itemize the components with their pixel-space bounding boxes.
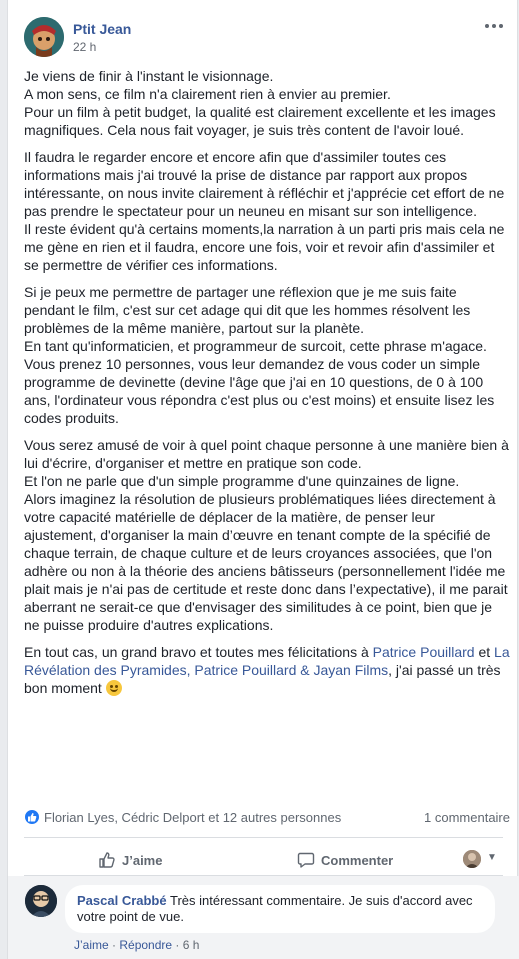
viewer-avatar[interactable] [463,850,481,868]
post-paragraph [24,436,510,634]
post-line: Vous prenez 10 personnes, vous leur demandez de vous coder un simple programme de devinette (devine l'âge que j'ai en 10 questions, de 0 à 100 ans, l'ordinateur vous répondra c'est plus ou c'est moins) et ensuite lisez les codes produits. [24,356,495,426]
comment-count[interactable]: 1 commentaire [424,810,510,825]
mention-page-link[interactable]: La Révélation des Pyramides, Patrice Pouillard & Jayan Films [24,644,510,678]
mention-patrice-pouillard[interactable]: Patrice Pouillard [372,644,475,660]
comment-timestamp[interactable]: 6 h [182,938,200,952]
post-line: Il reste évident qu'à certains moments,la narration à un parti pris mais cela ne me gène en rien et il faudra, encore une fois, voir et revoir afin d'assimiler et se permettre de vérifier ces informations. [24,221,505,273]
comment-text: Très intéressant commentaire. Je suis d'accord avec votre point de vue. [77,893,473,924]
post-line: Si je peux me permettre de partager une réflexion que je me suis faite pendant le film, c'est sur cet adage qui dit que les hommes résolvent les problèmes de la même manière, partout sur la planète. [24,284,471,336]
comments-section [8,876,519,959]
more-options-icon[interactable] [483,14,505,36]
like-button-label: J’aime [122,852,163,868]
reactors-list[interactable]: Florian Lyes, Cédric Delport et 12 autres personnes [44,810,342,825]
post-card [7,0,518,959]
meta-separator: · [172,938,183,952]
commenter-name[interactable]: Pascal Crabbé [77,893,167,908]
comment-button-label: Commenter [321,852,394,868]
comment-reply-link[interactable]: Répondre [119,938,173,952]
post-line: Je viens de finir à l'instant le visionnage. [24,68,274,84]
post-line: Et l'on ne parle que d'un simple programme d'une quinzaines de ligne. [24,473,460,489]
closing-text: et [474,644,495,660]
post-text [24,67,510,706]
commenter-avatar[interactable] [25,885,57,917]
comment-icon [297,851,315,869]
post-paragraph [24,148,510,274]
reactions-summary [24,808,510,828]
divider [24,837,503,838]
like-reaction-icon [24,809,40,825]
comment-like-link[interactable]: J’aime [74,938,109,952]
closing-text: En tout cas, un grand bravo et toutes mes félicitations à [24,644,373,660]
comment-button[interactable] [297,846,393,874]
chevron-down-icon[interactable]: ▼ [487,852,497,863]
like-button[interactable] [98,846,162,874]
post-timestamp[interactable]: 22 h [73,40,97,54]
post-paragraph [24,283,510,427]
post-paragraph [24,67,510,139]
post-line: Vous serez amusé de voir à quel point chaque personne à une manière bien à lui d'écrire, d'organiser et mettre en pratique son code. [24,437,509,471]
comment-bubble [65,885,495,933]
author-avatar[interactable] [24,17,64,57]
thumbs-up-icon [98,851,116,869]
post-line: A mon sens, ce film n'a clairement rien à envier au premier. [24,86,391,102]
smiley-emoji-icon [106,680,122,696]
post-line: Pour un film à petit budget, la qualité est clairement excellente et les images magnifiques. Cela nous fait voyager, je suis très content de l'avoir loué. [24,104,496,138]
meta-separator: · [108,938,120,952]
post-author[interactable]: Ptit Jean [73,21,132,37]
comment-meta [74,938,199,952]
post-line: Il faudra le regarder encore et encore afin que d'assimiler toutes ces informations mais j'ai trouvé la prise de distance par rapport aux propos intéressante, on nous invite clairement à réfléchir et j'apprécie cet effort de ne pas prendre le spectateur pour un neuneu en misant sur son intelligence. [24,149,505,219]
post-paragraph-closing [24,643,510,697]
post-line: En tant qu'informaticien, et programmeur de surcoit, cette phrase m'agace. [24,338,487,354]
post-line: Alors imaginez la résolution de plusieurs problématiques liées directement à votre capacité matérielle de déplacer de la matière, de penser leur ajustement, d'organiser la main d’œuvre en tenant compte de la spécifié de chaque terrain, de chaque culture et de leurs croyances associées, que l'on adhère ou non à la théorie des anciens bâtisseurs (personnellement l'idée me plait mais je n'ai pas de certitude et reste donc dans l’expectative), il me parait aberrant ne serait-ce que d'envisager des similitudes à ce point, bien que je ne puisse produire d'autres explications. [24,491,508,633]
closing-text: , j'ai passé un très bon moment [24,662,501,696]
